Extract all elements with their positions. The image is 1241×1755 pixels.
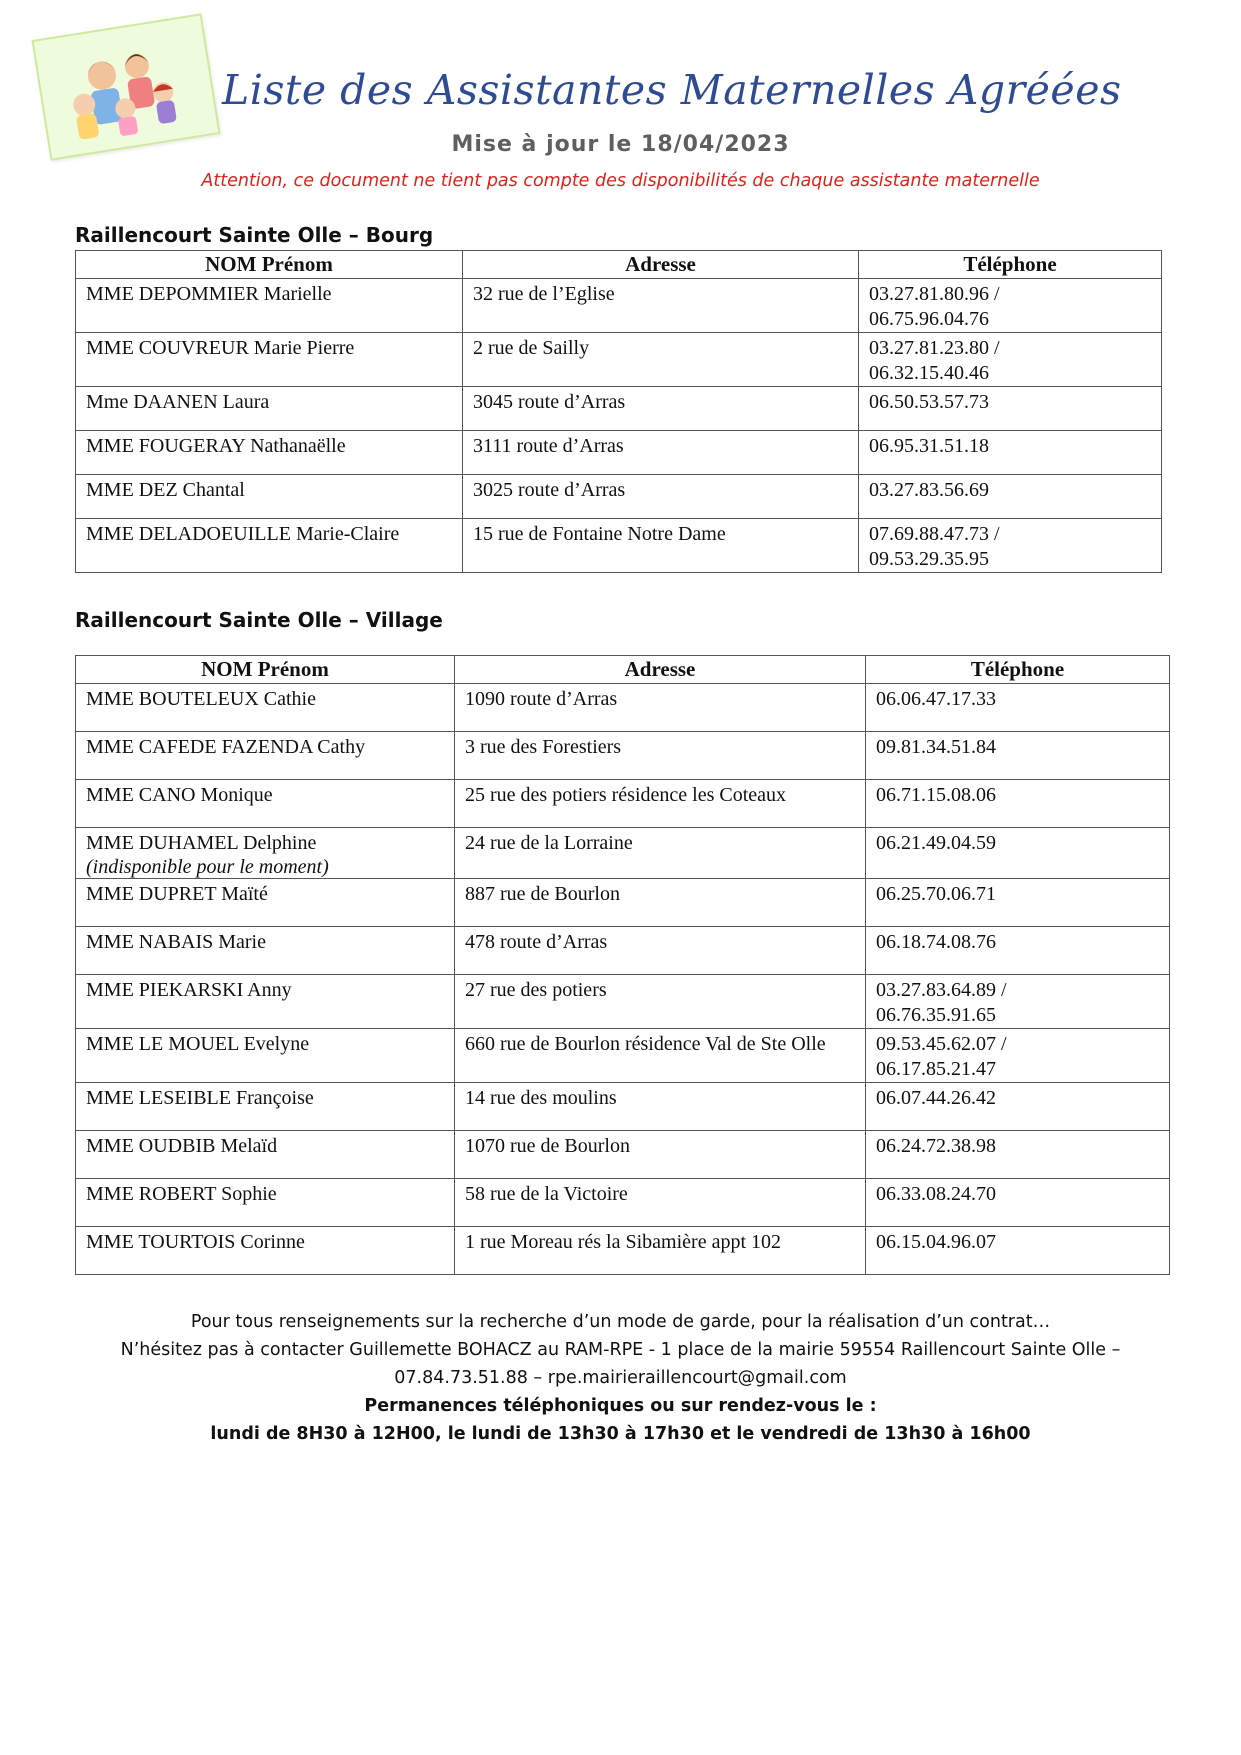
phone-number: 06.25.70.06.71 <box>876 883 996 905</box>
cell-phone <box>859 279 1162 333</box>
update-date: Mise à jour le 18/04/2023 <box>451 132 790 157</box>
assistant-name: MME OUDBIB Melaïd <box>86 1135 278 1157</box>
cell-phone <box>859 519 1162 573</box>
cell-phone <box>866 780 1170 828</box>
cell-name <box>76 431 463 475</box>
table-row <box>76 828 1170 879</box>
phone-number: 06.71.15.08.06 <box>876 784 996 806</box>
phone-number-secondary: 09.53.29.35.95 <box>869 548 989 570</box>
cell-name <box>76 475 463 519</box>
assistant-name: MME NABAIS Marie <box>86 931 266 953</box>
cell-address: 3111 route d’Arras <box>463 431 859 475</box>
cell-phone <box>866 684 1170 732</box>
cell-address: 3025 route d’Arras <box>463 475 859 519</box>
cell-name <box>76 684 455 732</box>
assistant-name: MME ROBERT Sophie <box>86 1183 277 1205</box>
column-header-name: NOM Prénom <box>76 656 455 684</box>
phone-number: 09.81.34.51.84 <box>876 736 996 758</box>
cell-name <box>76 879 455 927</box>
cell-address: 1 rue Moreau rés la Sibamière appt 102 <box>455 1227 866 1275</box>
column-header-phone: Téléphone <box>866 656 1170 684</box>
cell-phone <box>866 879 1170 927</box>
table-row <box>76 279 1162 333</box>
column-header-phone: Téléphone <box>859 251 1162 279</box>
cell-address: 25 rue des potiers résidence les Coteaux <box>455 780 866 828</box>
phone-number-secondary: 06.17.85.21.47 <box>876 1058 996 1080</box>
cell-phone <box>866 927 1170 975</box>
cell-name <box>76 975 455 1029</box>
cell-address: 3045 route d’Arras <box>463 387 859 431</box>
phone-number: 06.18.74.08.76 <box>876 931 996 953</box>
table-header-row <box>76 251 1162 279</box>
cell-address: 3 rue des Forestiers <box>455 732 866 780</box>
section-title-bourg: Raillencourt Sainte Olle – Bourg <box>75 223 434 247</box>
phone-number: 06.06.47.17.33 <box>876 688 996 710</box>
table-row <box>76 1227 1170 1275</box>
assistant-name: MME TOURTOIS Corinne <box>86 1231 305 1253</box>
cell-name <box>76 519 463 573</box>
cell-phone <box>859 431 1162 475</box>
table-row <box>76 1029 1170 1083</box>
assistant-name: MME CAFEDE FAZENDA Cathy <box>86 736 366 758</box>
page-title: Liste des Assistantes Maternelles Agréées <box>222 66 1122 114</box>
table-row <box>76 1083 1170 1131</box>
cell-phone <box>866 1179 1170 1227</box>
table-row <box>76 975 1170 1029</box>
cell-phone <box>859 333 1162 387</box>
assistant-name: MME FOUGERAY Nathanaëlle <box>86 435 346 457</box>
assistant-name: MME DELADOEUILLE Marie-Claire <box>86 523 400 545</box>
footer-contact <box>0 1308 1241 1448</box>
table-row <box>76 333 1162 387</box>
cell-address: 32 rue de l’Eglise <box>463 279 859 333</box>
table-row <box>76 387 1162 431</box>
phone-number-secondary: 06.76.35.91.65 <box>876 1004 996 1026</box>
cell-name <box>76 279 463 333</box>
cell-phone <box>859 475 1162 519</box>
cell-address: 660 rue de Bourlon résidence Val de Ste Olle <box>455 1029 866 1083</box>
availability-note: (indisponible pour le moment) <box>86 856 329 878</box>
table-row <box>76 732 1170 780</box>
phone-number: 06.15.04.96.07 <box>876 1231 996 1253</box>
assistant-name: Mme DAANEN Laura <box>86 391 270 413</box>
cell-address: 887 rue de Bourlon <box>455 879 866 927</box>
cell-name <box>76 1083 455 1131</box>
phone-number: 07.69.88.47.73 / <box>869 523 1000 545</box>
assistant-name: MME DEZ Chantal <box>86 479 245 501</box>
table-bourg <box>75 250 1162 573</box>
footer-line-info: Pour tous renseignements sur la recherche d’un mode de garde, pour la réalisation d’un contrat… <box>190 1312 1051 1332</box>
cell-address: 15 rue de Fontaine Notre Dame <box>463 519 859 573</box>
assistant-name: MME DUPRET Maïté <box>86 883 268 905</box>
cell-phone <box>866 828 1170 879</box>
phone-number-secondary: 06.75.96.04.76 <box>869 308 989 330</box>
phone-number: 09.53.45.62.07 / <box>876 1033 1007 1055</box>
cell-name <box>76 828 455 879</box>
phone-number: 03.27.81.23.80 / <box>869 337 1000 359</box>
cell-address: 14 rue des moulins <box>455 1083 866 1131</box>
table-row <box>76 431 1162 475</box>
cell-address: 2 rue de Sailly <box>463 333 859 387</box>
column-header-name: NOM Prénom <box>76 251 463 279</box>
phone-number: 06.07.44.26.42 <box>876 1087 996 1109</box>
phone-number: 06.50.53.57.73 <box>869 391 989 413</box>
phone-number-secondary: 06.32.15.40.46 <box>869 362 989 384</box>
footer-line-contact: N’hésitez pas à contacter Guillemette BOHACZ au RAM-RPE - 1 place de la mairie 59554 Raillencourt Sainte Olle – <box>120 1340 1121 1360</box>
phone-number: 03.27.81.80.96 / <box>869 283 1000 305</box>
phone-number: 03.27.83.64.89 / <box>876 979 1007 1001</box>
table-header-row <box>76 656 1170 684</box>
cell-name <box>76 1227 455 1275</box>
assistant-name: MME CANO Monique <box>86 784 273 806</box>
assistant-name: MME BOUTELEUX Cathie <box>86 688 316 710</box>
phone-number: 06.33.08.24.70 <box>876 1183 996 1205</box>
table-row <box>76 1131 1170 1179</box>
table-row <box>76 1179 1170 1227</box>
cell-name <box>76 1131 455 1179</box>
warning-note: Attention, ce document ne tient pas compte des disponibilités de chaque assistante maternelle <box>201 171 1040 191</box>
assistant-name: MME LESEIBLE Françoise <box>86 1087 314 1109</box>
cell-name <box>76 333 463 387</box>
cell-phone <box>866 975 1170 1029</box>
cell-address: 27 rue des potiers <box>455 975 866 1029</box>
cell-phone <box>866 1227 1170 1275</box>
assistant-name: MME DUHAMEL Delphine <box>86 832 317 854</box>
cell-address: 1090 route d’Arras <box>455 684 866 732</box>
column-header-address: Adresse <box>463 251 859 279</box>
footer-line-phone-email: 07.84.73.51.88 – rpe.mairieraillencourt@gmail.com <box>394 1368 847 1388</box>
cell-phone <box>859 387 1162 431</box>
cell-name <box>76 1179 455 1227</box>
assistant-name: MME DEPOMMIER Marielle <box>86 283 332 305</box>
cell-address: 58 rue de la Victoire <box>455 1179 866 1227</box>
footer-line-schedule: lundi de 8H30 à 12H00, le lundi de 13h30 à 17h30 et le vendredi de 13h30 à 16h00 <box>210 1424 1031 1444</box>
cell-address: 478 route d’Arras <box>455 927 866 975</box>
assistant-name: MME PIEKARSKI Anny <box>86 979 292 1001</box>
table-row <box>76 927 1170 975</box>
assistant-name: MME LE MOUEL Evelyne <box>86 1033 310 1055</box>
cell-name <box>76 780 455 828</box>
table-row <box>76 780 1170 828</box>
cell-name <box>76 387 463 431</box>
table-row <box>76 475 1162 519</box>
cell-phone <box>866 1029 1170 1083</box>
assistant-name: MME COUVREUR Marie Pierre <box>86 337 355 359</box>
cell-address: 1070 rue de Bourlon <box>455 1131 866 1179</box>
cell-name <box>76 732 455 780</box>
cell-name <box>76 1029 455 1083</box>
table-row <box>76 879 1170 927</box>
cell-address: 24 rue de la Lorraine <box>455 828 866 879</box>
cell-phone <box>866 1083 1170 1131</box>
table-row <box>76 684 1170 732</box>
phone-number: 06.21.49.04.59 <box>876 832 996 854</box>
section-title-village: Raillencourt Sainte Olle – Village <box>75 608 443 632</box>
footer-line-permanences: Permanences téléphoniques ou sur rendez-vous le : <box>364 1396 877 1416</box>
phone-number: 06.95.31.51.18 <box>869 435 989 457</box>
phone-number: 03.27.83.56.69 <box>869 479 989 501</box>
cell-phone <box>866 732 1170 780</box>
column-header-address: Adresse <box>455 656 866 684</box>
table-row <box>76 519 1162 573</box>
cell-name <box>76 927 455 975</box>
phone-number: 06.24.72.38.98 <box>876 1135 996 1157</box>
cell-phone <box>866 1131 1170 1179</box>
table-village <box>75 655 1170 1275</box>
